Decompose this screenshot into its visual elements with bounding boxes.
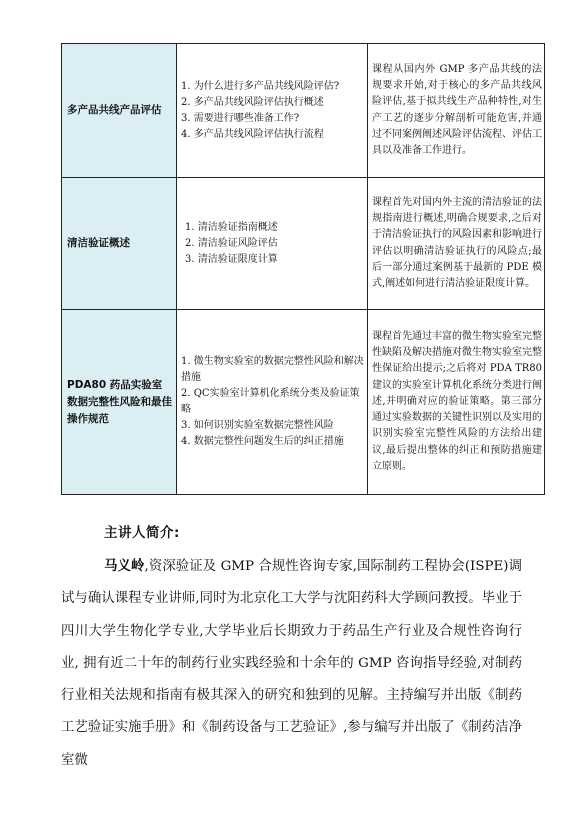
list-item: 2. QC实验室计算机化系统分类及验证策略 bbox=[181, 388, 360, 415]
items-cell bbox=[177, 178, 368, 310]
list-item: 4. 数据完整性问题发生后的纠正措施 bbox=[181, 436, 344, 447]
description-cell: 课程首先对国内外主流的清洁验证的法规指南进行概述,明确合规要求,之后对于清洁验证执行的风险因素和影响进行评估以明确清洁验证执行的风险点;最后一部分通过案例基于最新的 PDE 模式,阐述如何进行清洁验证限度计算。 bbox=[368, 178, 545, 310]
speaker-intro-heading: 主讲人简介: bbox=[104, 525, 180, 541]
list-item: 1. 微生物实验室的数据完整性风险和解决措施 bbox=[181, 356, 364, 383]
topic-cell: 多产品共线产品评估 bbox=[62, 44, 177, 178]
items-cell bbox=[177, 310, 368, 495]
course-table bbox=[61, 43, 545, 495]
list-item: 1. 为什么进行多产品共线风险评估? bbox=[181, 80, 340, 92]
list-item: 4. 多产品共线风险评估执行流程 bbox=[181, 128, 324, 140]
table-row bbox=[62, 44, 545, 178]
list-item: 1. 清洁验证指南概述 bbox=[185, 221, 278, 233]
list-item: 3. 如何识别实验室数据完整性风险 bbox=[181, 420, 334, 431]
description-cell: 课程从国内外 GMP 多产品共线的法规要求开始,对于核心的多产品共线风险评估,基于拟共线生产品种特性,对生产工艺的逐步分解剖析可能危害,并通过不同案例阐述风险评估流程、评估工具以及准备工作进行。 bbox=[368, 44, 545, 178]
topic-cell: PDA80 药品实验室数据完整性风险和最佳操作规范 bbox=[62, 310, 177, 495]
speaker-bio-text: ,资深验证及 GMP 合规性咨询专家,国际制药工程协会(ISPE)调试与确认课程专业讲师,同时为北京化工大学与沈阳药科大学顾问教授。毕业于四川大学生物化学专业,大学毕业后长期致力于药品生产行业及合规性咨询行业, 拥有近二十年的制药行业实践经验和十余年的 GMP 咨询指导经验,对制药行业相关法规和指南有极其深入的研究和独到的见解。主持编写并出版《制药工艺验证实施手册》和《制药设备与工艺验证》,参与编写并出版了《制药洁净室微 bbox=[61, 559, 522, 768]
list-item: 3. 清洁验证限度计算 bbox=[185, 253, 278, 265]
speaker-name: 马义岭 bbox=[104, 559, 145, 574]
table-row bbox=[62, 310, 545, 495]
topic-cell: 清洁验证概述 bbox=[62, 178, 177, 310]
list-item: 3. 需要进行哪些准备工作? bbox=[181, 112, 300, 124]
description-cell: 课程首先通过丰富的微生物实验室完整性缺陷及解决措施对微生物实验室完整性保证给出提示;之后将对 PDA TR80 建议的实验室计算机化系统分类进行阐述,并明确对应的验证策略。第三部分通过实验数据的关键性识别以及实用的识别实验室完整性风险的方法给出建议,最后提出整体的纠正和预防措施建立原则。 bbox=[368, 310, 545, 495]
speaker-bio-paragraph bbox=[61, 551, 522, 777]
list-item: 2. 清洁验证风险评估 bbox=[185, 237, 278, 249]
table-row bbox=[62, 178, 545, 310]
items-cell bbox=[177, 44, 368, 178]
list-item: 2. 多产品共线风险评估执行概述 bbox=[181, 96, 324, 108]
